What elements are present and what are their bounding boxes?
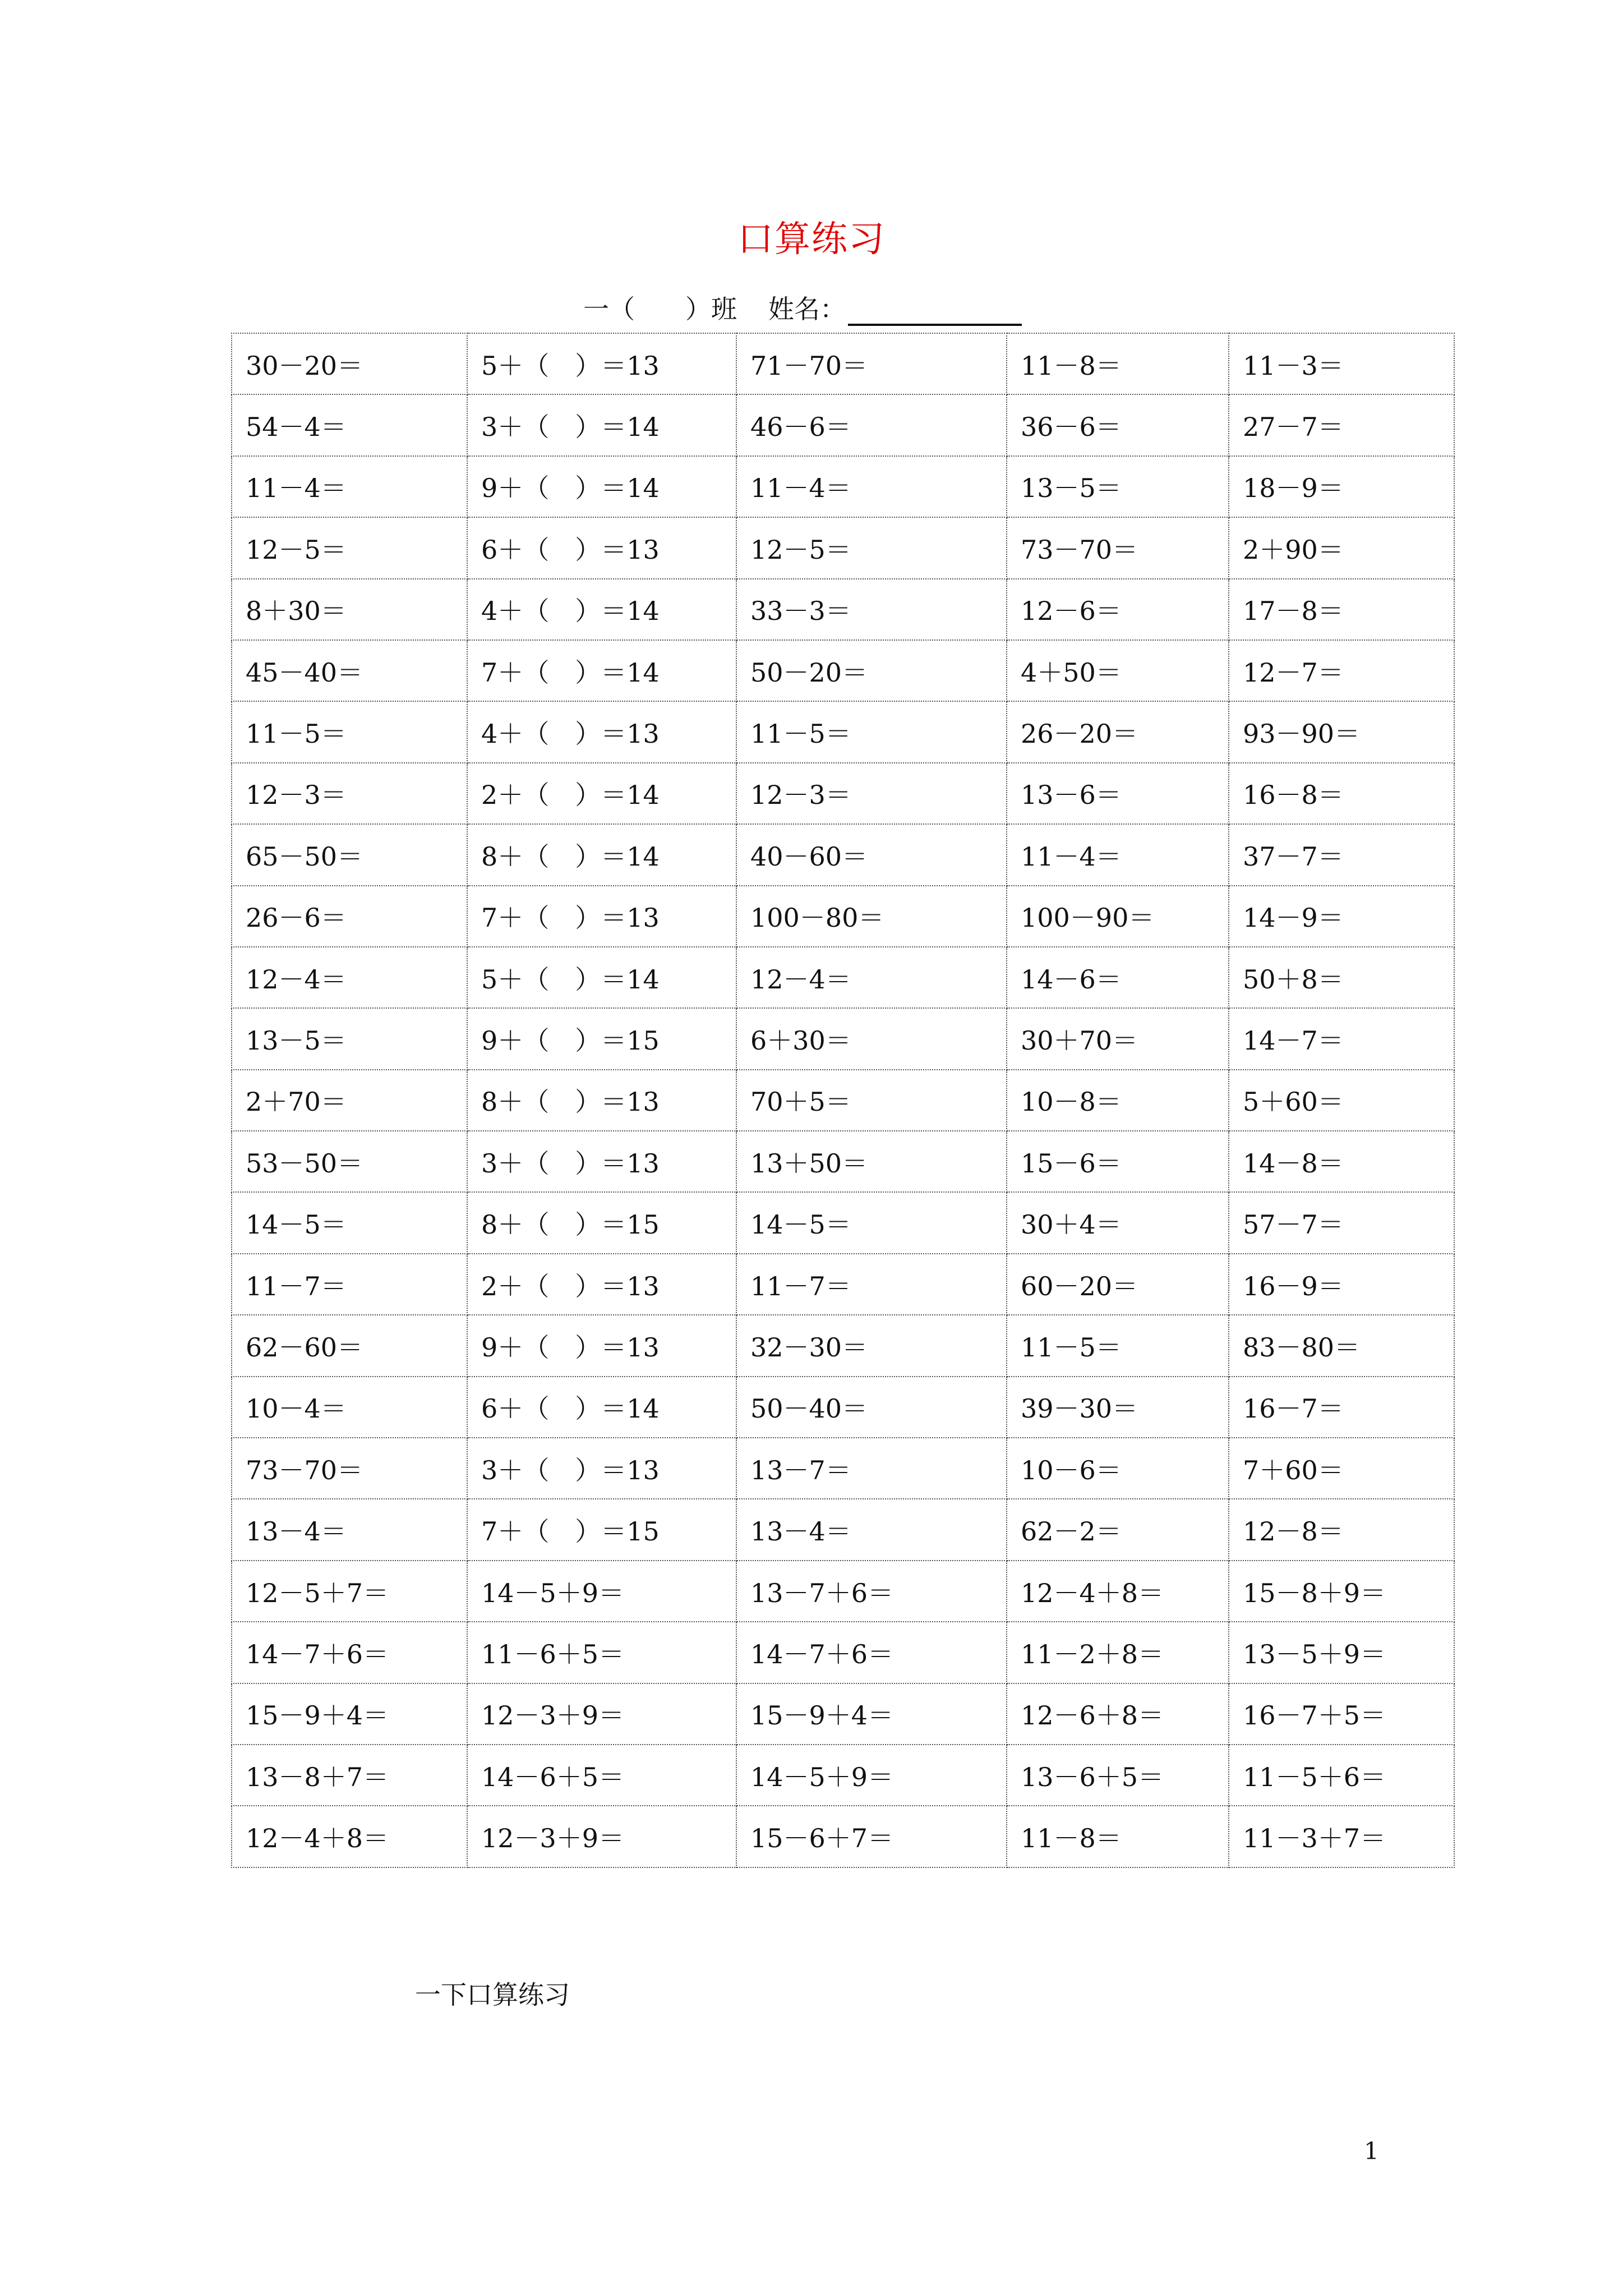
exercise-cell[interactable]: 26－6＝ — [232, 886, 467, 947]
exercise-cell[interactable]: 27－7＝ — [1229, 394, 1454, 455]
exercise-cell[interactable]: 13－5＝ — [232, 1008, 467, 1069]
exercise-cell[interactable]: 11－5＝ — [1007, 1315, 1229, 1376]
exercise-cell[interactable]: 13－8＋7＝ — [232, 1745, 467, 1806]
exercise-cell[interactable]: 9＋（ ）＝14 — [467, 456, 736, 517]
exercise-cell[interactable]: 11－4＝ — [1007, 824, 1229, 885]
exercise-cell[interactable]: 62－60＝ — [232, 1315, 467, 1376]
exercise-cell[interactable]: 30＋70＝ — [1007, 1008, 1229, 1069]
class-suffix: ）班 — [685, 294, 737, 324]
table-row — [232, 947, 1454, 1008]
exercise-cell[interactable]: 7＋60＝ — [1229, 1438, 1454, 1499]
exercise-cell[interactable]: 71－70＝ — [736, 333, 1007, 394]
class-name-line — [583, 289, 1022, 326]
exercise-cell[interactable]: 14－6＋5＝ — [467, 1745, 736, 1806]
exercise-cell[interactable]: 60－20＝ — [1007, 1254, 1229, 1315]
page-title: 口算练习 — [737, 219, 886, 260]
table-row — [232, 1745, 1454, 1806]
exercise-cell[interactable]: 14－7＋6＝ — [232, 1622, 467, 1683]
exercise-cell[interactable]: 12－8＝ — [1229, 1499, 1454, 1560]
exercise-cell[interactable]: 8＋30＝ — [232, 579, 467, 640]
exercise-cell[interactable]: 33－3＝ — [736, 579, 1007, 640]
exercise-cell[interactable]: 62－2＝ — [1007, 1499, 1229, 1560]
exercise-cell[interactable]: 30＋4＝ — [1007, 1192, 1229, 1253]
table-row — [232, 1561, 1454, 1622]
exercise-cell[interactable]: 14－5＋9＝ — [467, 1561, 736, 1622]
exercise-cell[interactable]: 15－6＋7＝ — [736, 1806, 1007, 1867]
exercise-cell[interactable]: 10－6＝ — [1007, 1438, 1229, 1499]
table-row — [232, 1438, 1454, 1499]
class-prefix: 一（ — [583, 294, 635, 324]
exercise-cell[interactable]: 11－3＝ — [1229, 333, 1454, 394]
exercise-cell[interactable]: 14－6＝ — [1007, 947, 1229, 1008]
table-row — [232, 579, 1454, 640]
table-row — [232, 1192, 1454, 1253]
page-number: 1 — [1364, 2137, 1379, 2165]
exercise-cell[interactable]: 50－20＝ — [736, 640, 1007, 701]
exercise-cell[interactable]: 11－8＝ — [1007, 333, 1229, 394]
exercise-cell[interactable]: 45－40＝ — [232, 640, 467, 701]
table-row — [232, 1315, 1454, 1376]
exercise-cell[interactable]: 14－9＝ — [1229, 886, 1454, 947]
table-row — [232, 1254, 1454, 1315]
exercise-cell[interactable]: 18－9＝ — [1229, 456, 1454, 517]
exercise-cell[interactable]: 8＋（ ）＝15 — [467, 1192, 736, 1253]
exercise-cell[interactable]: 2＋（ ）＝13 — [467, 1254, 736, 1315]
exercise-cell[interactable]: 10－4＝ — [232, 1377, 467, 1438]
exercise-table-body — [232, 333, 1454, 1867]
exercise-cell[interactable]: 16－7＋5＝ — [1229, 1683, 1454, 1745]
table-row — [232, 1683, 1454, 1745]
exercise-cell[interactable]: 50＋8＝ — [1229, 947, 1454, 1008]
exercise-cell[interactable]: 13－5＝ — [1007, 456, 1229, 517]
exercise-cell[interactable]: 11－4＝ — [736, 456, 1007, 517]
exercise-cell[interactable]: 2＋90＝ — [1229, 517, 1454, 578]
exercise-cell[interactable]: 14－5＋9＝ — [736, 1745, 1007, 1806]
exercise-cell[interactable]: 14－7＝ — [1229, 1008, 1454, 1069]
exercise-cell[interactable]: 8＋（ ）＝14 — [467, 824, 736, 885]
exercise-cell[interactable]: 9＋（ ）＝13 — [467, 1315, 736, 1376]
exercise-cell[interactable]: 14－8＝ — [1229, 1131, 1454, 1192]
exercise-cell[interactable]: 57－7＝ — [1229, 1192, 1454, 1253]
exercise-cell[interactable]: 46－6＝ — [736, 394, 1007, 455]
exercise-cell[interactable]: 12－5＝ — [736, 517, 1007, 578]
exercise-cell[interactable]: 7＋（ ）＝13 — [467, 886, 736, 947]
exercise-cell[interactable]: 4＋（ ）＝13 — [467, 701, 736, 762]
exercise-cell[interactable]: 7＋（ ）＝14 — [467, 640, 736, 701]
exercise-cell[interactable]: 8＋（ ）＝13 — [467, 1070, 736, 1131]
exercise-cell[interactable]: 3＋（ ）＝13 — [467, 1438, 736, 1499]
exercise-cell[interactable]: 4＋50＝ — [1007, 640, 1229, 701]
name-label: 姓名： — [768, 294, 846, 324]
exercise-cell[interactable]: 11－8＝ — [1007, 1806, 1229, 1867]
exercise-cell[interactable]: 73－70＝ — [232, 1438, 467, 1499]
exercise-cell[interactable]: 12－5＋7＝ — [232, 1561, 467, 1622]
table-row — [232, 333, 1454, 394]
exercise-cell[interactable]: 12－6＋8＝ — [1007, 1683, 1229, 1745]
exercise-cell[interactable]: 11－5＋6＝ — [1229, 1745, 1454, 1806]
table-row — [232, 763, 1454, 824]
exercise-cell[interactable]: 9＋（ ）＝15 — [467, 1008, 736, 1069]
exercise-cell[interactable]: 11－7＝ — [736, 1254, 1007, 1315]
exercise-cell[interactable]: 54－4＝ — [232, 394, 467, 455]
exercise-cell[interactable]: 13－4＝ — [736, 1499, 1007, 1560]
exercise-cell[interactable]: 14－5＝ — [736, 1192, 1007, 1253]
exercise-cell[interactable]: 65－50＝ — [232, 824, 467, 885]
exercise-cell[interactable]: 13－4＝ — [232, 1499, 467, 1560]
exercise-cell[interactable]: 11－5＝ — [232, 701, 467, 762]
exercise-cell[interactable]: 10－8＝ — [1007, 1070, 1229, 1131]
exercise-cell[interactable]: 12－3＋9＝ — [467, 1683, 736, 1745]
exercise-cell[interactable]: 3＋（ ）＝14 — [467, 394, 736, 455]
exercise-cell[interactable]: 12－3＝ — [736, 763, 1007, 824]
exercise-cell[interactable]: 13＋50＝ — [736, 1131, 1007, 1192]
exercise-cell[interactable]: 12－4＝ — [232, 947, 467, 1008]
exercise-cell[interactable]: 13－6＋5＝ — [1007, 1745, 1229, 1806]
exercise-cell[interactable]: 5＋（ ）＝13 — [467, 333, 736, 394]
exercise-cell[interactable]: 7＋（ ）＝15 — [467, 1499, 736, 1560]
exercise-cell[interactable]: 70＋5＝ — [736, 1070, 1007, 1131]
exercise-cell[interactable]: 15－6＝ — [1007, 1131, 1229, 1192]
exercise-cell[interactable]: 11－3＋7＝ — [1229, 1806, 1454, 1867]
exercise-cell[interactable]: 73－70＝ — [1007, 517, 1229, 578]
exercise-cell[interactable]: 53－50＝ — [232, 1131, 467, 1192]
exercise-cell[interactable]: 15－9＋4＝ — [736, 1683, 1007, 1745]
exercise-cell[interactable]: 13－7＋6＝ — [736, 1561, 1007, 1622]
exercise-cell[interactable]: 30－20＝ — [232, 333, 467, 394]
exercise-cell[interactable]: 6＋（ ）＝14 — [467, 1377, 736, 1438]
table-row — [232, 1008, 1454, 1069]
exercise-cell[interactable]: 12－3＋9＝ — [467, 1806, 736, 1867]
table-row — [232, 886, 1454, 947]
exercise-cell[interactable]: 26－20＝ — [1007, 701, 1229, 762]
exercise-cell[interactable]: 13－6＝ — [1007, 763, 1229, 824]
table-row — [232, 1131, 1454, 1192]
exercise-cell[interactable]: 12－4＝ — [736, 947, 1007, 1008]
table-row — [232, 1622, 1454, 1683]
exercise-cell[interactable]: 5＋60＝ — [1229, 1070, 1454, 1131]
exercise-cell[interactable]: 11－4＝ — [232, 456, 467, 517]
exercise-cell[interactable]: 40－60＝ — [736, 824, 1007, 885]
exercise-cell[interactable]: 16－8＝ — [1229, 763, 1454, 824]
table-row — [232, 1499, 1454, 1560]
exercise-cell[interactable]: 14－5＝ — [232, 1192, 467, 1253]
table-row — [232, 1070, 1454, 1131]
exercise-cell[interactable]: 11－6＋5＝ — [467, 1622, 736, 1683]
exercise-table — [231, 333, 1455, 1868]
exercise-cell[interactable]: 83－80＝ — [1229, 1315, 1454, 1376]
exercise-cell[interactable]: 11－7＝ — [232, 1254, 467, 1315]
exercise-cell[interactable]: 12－4＋8＝ — [1007, 1561, 1229, 1622]
table-row — [232, 701, 1454, 762]
exercise-cell[interactable]: 13－5＋9＝ — [1229, 1622, 1454, 1683]
exercise-cell[interactable]: 12－3＝ — [232, 763, 467, 824]
exercise-cell[interactable]: 15－8＋9＝ — [1229, 1561, 1454, 1622]
exercise-cell[interactable]: 2＋（ ）＝14 — [467, 763, 736, 824]
footer-note: 一下口算练习 — [415, 1980, 570, 2010]
exercise-cell[interactable]: 6＋30＝ — [736, 1008, 1007, 1069]
exercise-cell[interactable]: 93－90＝ — [1229, 701, 1454, 762]
table-row — [232, 640, 1454, 701]
exercise-cell[interactable]: 17－8＝ — [1229, 579, 1454, 640]
exercise-cell[interactable]: 12－4＋8＝ — [232, 1806, 467, 1867]
exercise-cell[interactable]: 36－6＝ — [1007, 394, 1229, 455]
exercise-cell[interactable]: 6＋（ ）＝13 — [467, 517, 736, 578]
exercise-cell[interactable]: 4＋（ ）＝14 — [467, 579, 736, 640]
table-row — [232, 394, 1454, 455]
table-row — [232, 517, 1454, 578]
exercise-cell[interactable]: 14－7＋6＝ — [736, 1622, 1007, 1683]
exercise-cell[interactable]: 12－7＝ — [1229, 640, 1454, 701]
table-row — [232, 1806, 1454, 1867]
table-row — [232, 1377, 1454, 1438]
exercise-cell[interactable]: 13－7＝ — [736, 1438, 1007, 1499]
table-row — [232, 824, 1454, 885]
exercise-cell[interactable]: 16－7＝ — [1229, 1377, 1454, 1438]
exercise-cell[interactable]: 12－5＝ — [232, 517, 467, 578]
exercise-cell[interactable]: 12－6＝ — [1007, 579, 1229, 640]
exercise-cell[interactable]: 50－40＝ — [736, 1377, 1007, 1438]
exercise-cell[interactable]: 11－2＋8＝ — [1007, 1622, 1229, 1683]
table-row — [232, 456, 1454, 517]
exercise-cell[interactable]: 32－30＝ — [736, 1315, 1007, 1376]
exercise-cell[interactable]: 11－5＝ — [736, 701, 1007, 762]
exercise-cell[interactable]: 37－7＝ — [1229, 824, 1454, 885]
exercise-cell[interactable]: 5＋（ ）＝14 — [467, 947, 736, 1008]
exercise-cell[interactable]: 100－90＝ — [1007, 886, 1229, 947]
exercise-cell[interactable]: 2＋70＝ — [232, 1070, 467, 1131]
exercise-cell[interactable]: 16－9＝ — [1229, 1254, 1454, 1315]
name-field[interactable] — [848, 296, 1022, 326]
exercise-cell[interactable]: 39－30＝ — [1007, 1377, 1229, 1438]
exercise-cell[interactable]: 15－9＋4＝ — [232, 1683, 467, 1745]
exercise-cell[interactable]: 3＋（ ）＝13 — [467, 1131, 736, 1192]
exercise-cell[interactable]: 100－80＝ — [736, 886, 1007, 947]
